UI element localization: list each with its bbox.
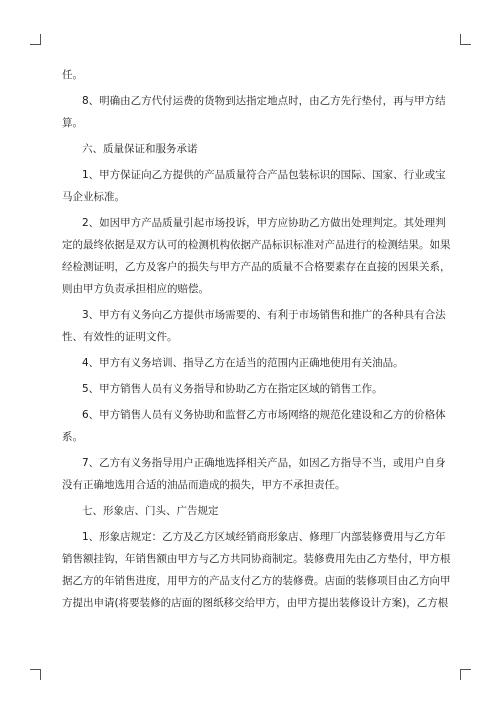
paragraph (62, 452, 446, 496)
paragraph (62, 500, 442, 522)
text-line: 七、形象店、门头、广告规定 (82, 505, 219, 517)
text-line: 5、甲方销售人员有义务指导和协助乙方在指定区域的销售工作。 (82, 383, 383, 395)
paragraph (62, 90, 446, 134)
text-line: 任。 (62, 69, 83, 81)
text-line: 6、甲方销售人员有义务协助和监督乙方市场网络的规范化建设和乙方的价格体 (82, 409, 446, 421)
paragraph (62, 352, 442, 374)
paragraph (62, 64, 442, 86)
text-line: 经检测证明，乙方及客户的损失与甲方产品的质量不合格要素存在直接的因果关系， (62, 261, 451, 273)
text-line: 六、质量保证和服务承诺 (82, 143, 198, 155)
text-line: 定的最终依据是双方认可的检测机构依据产品标识标准对产品进行的检测结果。如果 (62, 239, 451, 251)
text-line: 1、甲方保证向乙方提供的产品质量符合产品包装标识的国际、国家、行业或宝 (82, 169, 446, 181)
paragraph (62, 138, 442, 160)
text-line: 7、乙方有义务指导用户正确地选择相关产品，如因乙方指导不当，或用户自身 (82, 457, 446, 469)
text-line: 4、甲方有义务培训、指导乙方在适当的范围内正确地使用有关油品。 (82, 357, 404, 369)
text-line: 算。 (62, 117, 83, 129)
document-body (62, 64, 451, 614)
crop-mark-bottom-right (460, 669, 471, 680)
text-line: 则由甲方负责承担相应的赔偿。 (62, 283, 209, 295)
paragraph (62, 304, 446, 348)
paragraph (62, 404, 446, 448)
crop-mark-bottom-left (30, 669, 41, 680)
paragraph (62, 212, 451, 300)
text-line: 2、如因甲方产品质量引起市场投诉，甲方应协助乙方做出处理判定。其处理判 (82, 217, 446, 229)
text-line: 销售额挂钩，年销售额由甲方与乙方共同协商制定。装修费用先由乙方垫付，甲方根 (62, 553, 451, 565)
text-line: 据乙方的年销售进度，用甲方的产品支付乙方的装修费。店面的装修项目由乙方向甲 (62, 575, 451, 587)
crop-mark-top-right (460, 34, 471, 45)
text-line: 没有正确地选用合适的油品而造成的损失，甲方不承担责任。 (62, 479, 346, 491)
crop-mark-top-left (30, 34, 41, 45)
text-line: 马企业标准。 (62, 191, 125, 203)
text-line: 系。 (62, 431, 83, 443)
text-line: 性、有效性的证明文件。 (62, 331, 178, 343)
paragraph (62, 378, 442, 400)
text-line: 8、明确由乙方代付运费的货物到达指定地点时，由乙方先行垫付，再与甲方结 (82, 95, 446, 107)
paragraph (62, 164, 446, 208)
text-line: 3、甲方有义务向乙方提供市场需要的、有利于市场销售和推广的各种具有合法 (82, 309, 446, 321)
text-line: 1、形象店规定：乙方及乙方区域经销商形象店、修理厂内部装修费用与乙方年 (82, 531, 446, 543)
paragraph (62, 526, 451, 614)
text-line: 方提出申请(将要装修的店面的图纸移交给甲方，由甲方提出装修设计方案)，乙方根 (62, 597, 449, 609)
